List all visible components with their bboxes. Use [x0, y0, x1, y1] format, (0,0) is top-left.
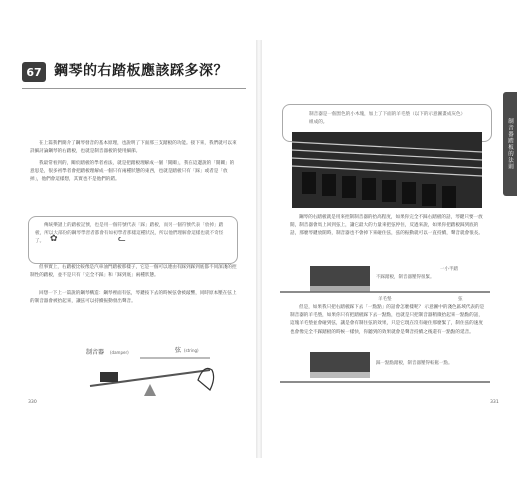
- string-label: 弦: [175, 347, 182, 354]
- damper-label: 制音器: [86, 349, 105, 356]
- note-text: 傳統樂譜上的踏板記號，也是用一個符號代表「踩」踏板，而另一個符號代表「放掉」踏板，所以大部份的鋼琴學習者都會有如初學者那樣這種狀況，所以他們理解會這樣也就不奇怪了。: [35, 223, 224, 244]
- half-pedal-figure: [280, 348, 490, 392]
- damper-label-en: (damper): [110, 350, 129, 355]
- paragraph-5: 鋼琴的右踏板就是用來控制制音器的抬高程度，如果你完全不踩右踏板的話，琴鍵只要一放開，制音器會馬上回到弦上，讓它最大的力量來把弦停住，反過來說，如果你把踏板踩到底的話，那麼琴鍵放開時，制音器也不會掉下來碰住弦，弦的振動就可以一直持續，聲音就會很長。: [290, 215, 483, 237]
- note-box: [28, 216, 238, 264]
- cat-icon: ᓚ: [118, 234, 126, 244]
- paragraph-3: 但事實上，右踏板比較像是汽車油門踏板那樣子，它是一個可以連由有踩到踩到底都不同深淺的控制性的踏板，並不是只有「完全不踩」和「踩到底」兩種狀態。: [30, 265, 237, 279]
- fig1-felt-label: 羊毛墊: [378, 297, 392, 302]
- piano-interior-photo: [292, 132, 482, 208]
- page-number-left: 330: [28, 400, 37, 405]
- pedal-off-figure: [280, 262, 490, 304]
- fulcrum-icon: [144, 384, 156, 396]
- page-title: 鋼琴的右踏板應該踩多深？: [54, 63, 228, 79]
- fig1-label: 一小半踏: [440, 267, 458, 272]
- chapter-number: 67: [22, 62, 46, 82]
- string-label-en: (string): [184, 348, 199, 353]
- title-divider: [22, 88, 246, 89]
- felt-pad-2: [310, 372, 370, 378]
- damper-lever-figure: [80, 340, 230, 410]
- caption-text: 制音器是一個黑色的小木塊，加上了下面的羊毛墊（以下的示意圖畫成灰色）組成的。: [309, 112, 466, 125]
- fig2-note: 踩一點點踏板，制音器壓得較鬆一點。: [376, 361, 453, 366]
- paragraph-2: 我最常看到的，關於踏板的學者看法，就是把踏板理解成一個「開關」，我在這邊說的「開關」的意思是，很多初學者會把踏板理解成一個只有兩種狀態的東西，也就是踏板只有「踩」或者是「放掉」，他們會這樣想，其實也不是他們的錯。: [30, 161, 235, 183]
- fig1-string-label: 弦: [458, 297, 463, 302]
- sheep-icon: ✿: [50, 234, 58, 244]
- fig1-note: 不踩踏板，制音器壓得很緊。: [376, 275, 435, 280]
- damper-block-1: [310, 266, 370, 286]
- page-number-right: 331: [490, 400, 499, 405]
- paragraph-1: 在上篇我們簡介了鋼琴發音的基本原理，也說明了下面那三支踏板的功能。接下來，我們就可以來詳細討論鋼琴的右踏板，也就是制音器板的使用細節。: [30, 141, 237, 155]
- paragraph-6: 但是，如果我只把右踏板踩下去「一點點」的話會怎麼樣呢？ 示意圖中的淺色區域代表的是制音器的羊毛墊，如果你只有把踏板踩下去一點點，也就是只把制音器稍微抬起來一點點的話，這塊羊毛墊並會碰到弦，讓是會有制住弦的效果，只是它現在沒有碰住那麼緊了，制住弦的速度也會像完全不踩踏板的時候一樣快，你聽到的效果就會是聲音持續之後還有一點點的延音。: [290, 305, 485, 335]
- damper-block: [100, 372, 118, 382]
- damper-block-2: [310, 352, 370, 372]
- chapter-side-tab: 制音器踏板的法則: [503, 92, 517, 196]
- felt-pad-1: [310, 286, 370, 292]
- paragraph-4: 回想一下上一篇說的鋼琴構造：鋼琴裡面有弦，琴鍵按下去的時候弦會被敲響，同時原本壓在弦上的制音器會被抬起來，讓弦可以持續振動發出聲音。: [30, 291, 237, 305]
